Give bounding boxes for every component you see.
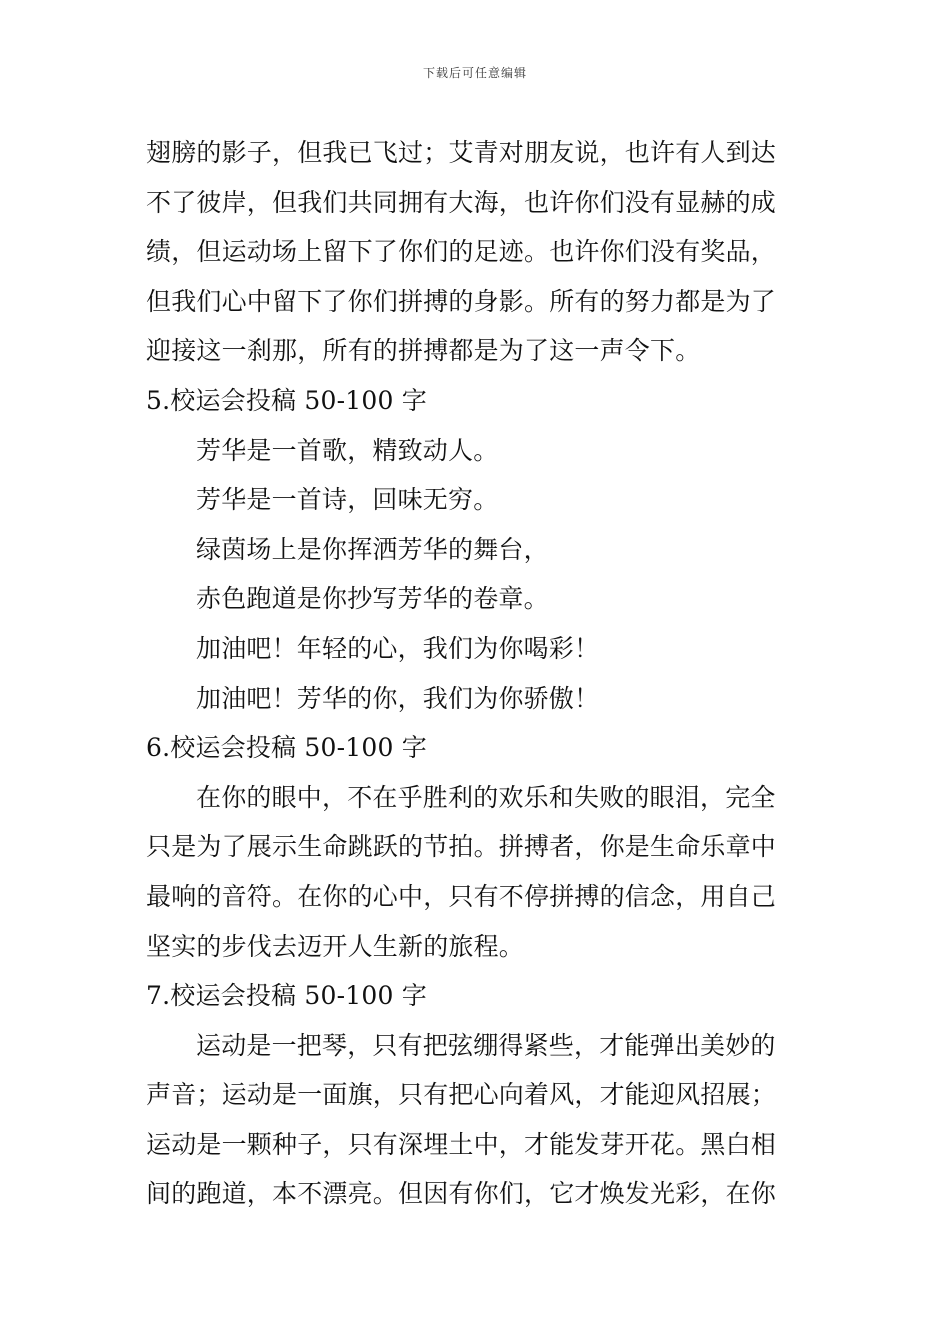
text-line: 绩，但运动场上留下了你们的足迹。也许你们没有奖品， (146, 237, 777, 267)
text-line: 坚实的步伐去迈开人生新的旅程。 (146, 931, 525, 961)
poem-line: 加油吧！芳华的你，我们为你骄傲！ (196, 683, 600, 713)
section-heading: 7.校运会投稿 50-100 字 (146, 981, 427, 1011)
text-line: 运动是一颗种子，只有深埋土中，才能发芽开花。黑白相 (146, 1129, 777, 1159)
document-body (146, 128, 810, 1219)
poem-line: 芳华是一首歌，精致动人。 (196, 435, 499, 465)
section-heading: 6.校运会投稿 50-100 字 (146, 733, 427, 763)
text-line: 只是为了展示生命跳跃的节拍。拼搏者，你是生命乐章中 (146, 832, 777, 862)
text-line: 间的跑道，本不漂亮。但因有你们，它才焕发光彩，在你 (146, 1179, 777, 1209)
text-line: 声音；运动是一面旗，只有把心向着风，才能迎风招展； (146, 1080, 777, 1110)
poem-line: 赤色跑道是你抄写芳华的卷章。 (196, 584, 549, 614)
text-line: 最响的音符。在你的心中，只有不停拼搏的信念，用自己 (146, 881, 777, 911)
poem-line: 绿茵场上是你挥洒芳华的舞台， (196, 534, 549, 564)
text-line: 不了彼岸，但我们共同拥有大海，也许你们没有显赫的成 (146, 187, 777, 217)
paragraph-first-line: 运动是一把琴，只有把弦绷得紧些，才能弹出美妙的 (196, 1030, 776, 1060)
paragraph-first-line: 在你的眼中，不在乎胜利的欢乐和失败的眼泪，完全 (196, 782, 776, 812)
text-line: 但我们心中留下了你们拼搏的身影。所有的努力都是为了 (146, 286, 777, 316)
page-header: 下载后可任意编辑 (422, 66, 527, 80)
poem-line: 芳华是一首诗，回味无穷。 (196, 485, 499, 515)
poem-line: 加油吧！年轻的心，我们为你喝彩！ (196, 633, 600, 663)
text-line: 迎接这一刹那，所有的拼搏都是为了这一声令下。 (146, 336, 701, 366)
section-heading: 5.校运会投稿 50-100 字 (146, 385, 427, 415)
text-line: 翅膀的影子，但我已飞过；艾青对朋友说，也许有人到达 (146, 138, 777, 167)
